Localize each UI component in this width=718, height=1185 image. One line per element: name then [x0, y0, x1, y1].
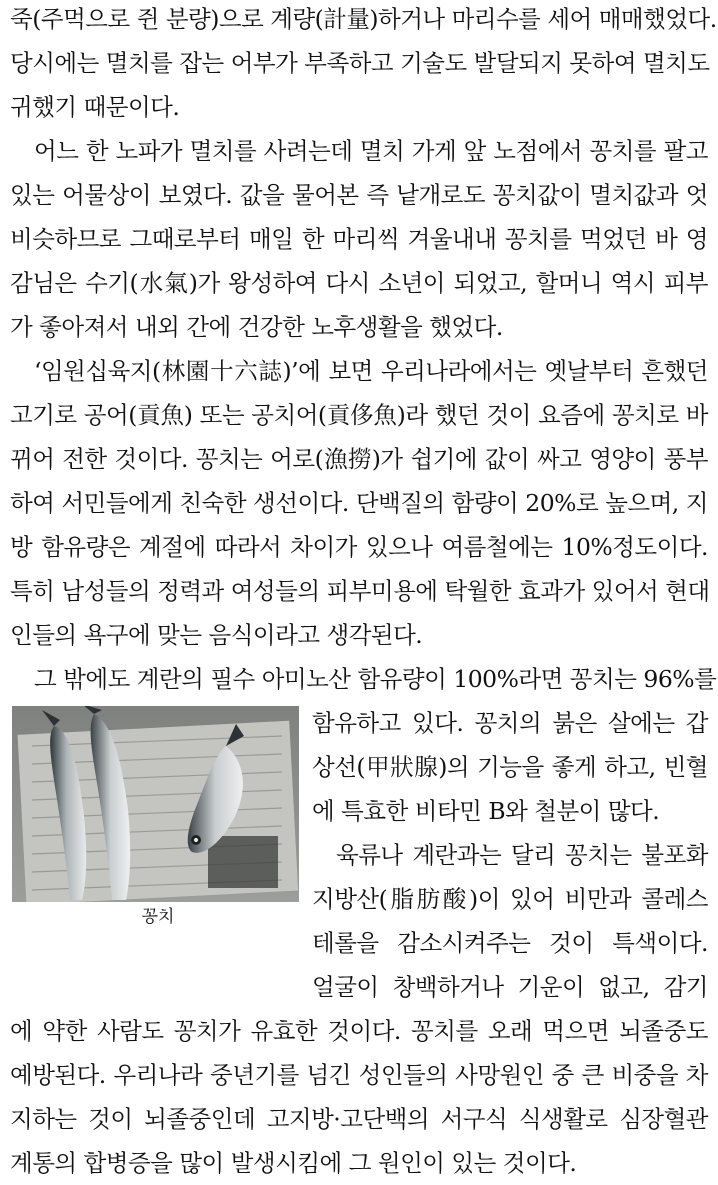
- text-line: 계통의 합병증을 많이 발생시킴에 그 원인이 있는 것이다.: [10, 1149, 577, 1177]
- text-line: 하여 서민들에게 친숙한 생선이다. 단백질의 함량이 20%로 높으며, 지: [10, 489, 708, 517]
- saury-photo: [12, 706, 299, 902]
- text-line: 뀌어 전한 것이다. 꽁치는 어로(漁撈)가 쉽기에 값이 싸고 영양이 풍부: [10, 445, 708, 473]
- saury-illustration: [12, 706, 299, 902]
- text-line: 인들의 욕구에 맞는 음식이라고 생각된다.: [10, 621, 423, 649]
- text-line: 가 좋아져서 내외 간에 건강한 노후생활을 했었다.: [10, 313, 503, 341]
- text-line: 그 밖에도 계란의 필수 아미노산 함유량이 100%라면 꽁치는 96%를: [34, 665, 717, 693]
- text-line: 특히 남성들의 정력과 여성들의 피부미용에 탁월한 효과가 있어서 현대: [10, 577, 710, 605]
- text-line: ‘임원십육지(林園十六誌)’에 보면 우리나라에서는 옛날부터 흔했던: [34, 357, 708, 385]
- text-line: 어느 한 노파가 멸치를 사려는데 멸치 가게 앞 노점에서 꽁치를 팔고: [34, 137, 708, 165]
- text-line: 당시에는 멸치를 잡는 어부가 부족하고 기술도 발달되지 못하여 멸치도: [10, 49, 710, 77]
- text-line: 귀했기 때문이다.: [10, 93, 180, 121]
- text-line: 비슷하므로 그때로부터 매일 한 마리씩 겨울내내 꽁치를 먹었던 바 영: [10, 225, 708, 253]
- side-text-line: 함유하고 있다. 꽁치의 붉은 살에는 갑: [312, 709, 708, 737]
- side-text-line: 에 특효한 비타민 B와 철분이 많다.: [312, 797, 660, 825]
- text-line: 지하는 것이 뇌졸중인데 고지방·고단백의 서구식 식생활로 심장혈관: [10, 1105, 708, 1133]
- text-line: 감님은 수기(水氣)가 왕성하여 다시 소년이 되었고, 할머니 역시 피부: [10, 269, 708, 297]
- side-text-line: 육류나 계란과는 달리 꽁치는 불포화: [336, 841, 708, 869]
- side-text-line: 상선(甲狀腺)의 기능을 좋게 하고, 빈혈: [312, 753, 708, 781]
- text-line: 고기로 공어(貢魚) 또는 공치어(貢侈魚)라 했던 것이 요즘에 꽁치로 바: [10, 401, 708, 429]
- text-line: 예방된다. 우리나라 중년기를 넘긴 성인들의 사망원인 중 큰 비중을 차: [10, 1061, 708, 1089]
- side-text-line: 얼굴이 창백하거나 기운이 없고, 감기: [312, 973, 708, 1001]
- side-text-line: 테롤을 감소시켜주는 것이 특색이다.: [312, 929, 708, 957]
- text-line: 방 함유량은 계절에 따라서 차이가 있으나 여름철에는 10%정도이다.: [10, 533, 708, 561]
- text-line: 죽(주먹으로 쥔 분량)으로 계량(計量)하거나 마리수를 세어 매매했었다.: [10, 5, 717, 33]
- figure-caption: 꽁치: [141, 907, 175, 927]
- figure: [10, 702, 306, 927]
- text-line: 있는 어물상이 보였다. 값을 물어본 즉 낱개로도 꽁치값이 멸치값과 엇: [10, 181, 708, 209]
- text-line: 에 약한 사람도 꽁치가 유효한 것이다. 꽁치를 오래 먹으면 뇌졸중도: [10, 1017, 708, 1045]
- side-text-line: 지방산(脂肪酸)이 있어 비만과 콜레스: [312, 885, 708, 913]
